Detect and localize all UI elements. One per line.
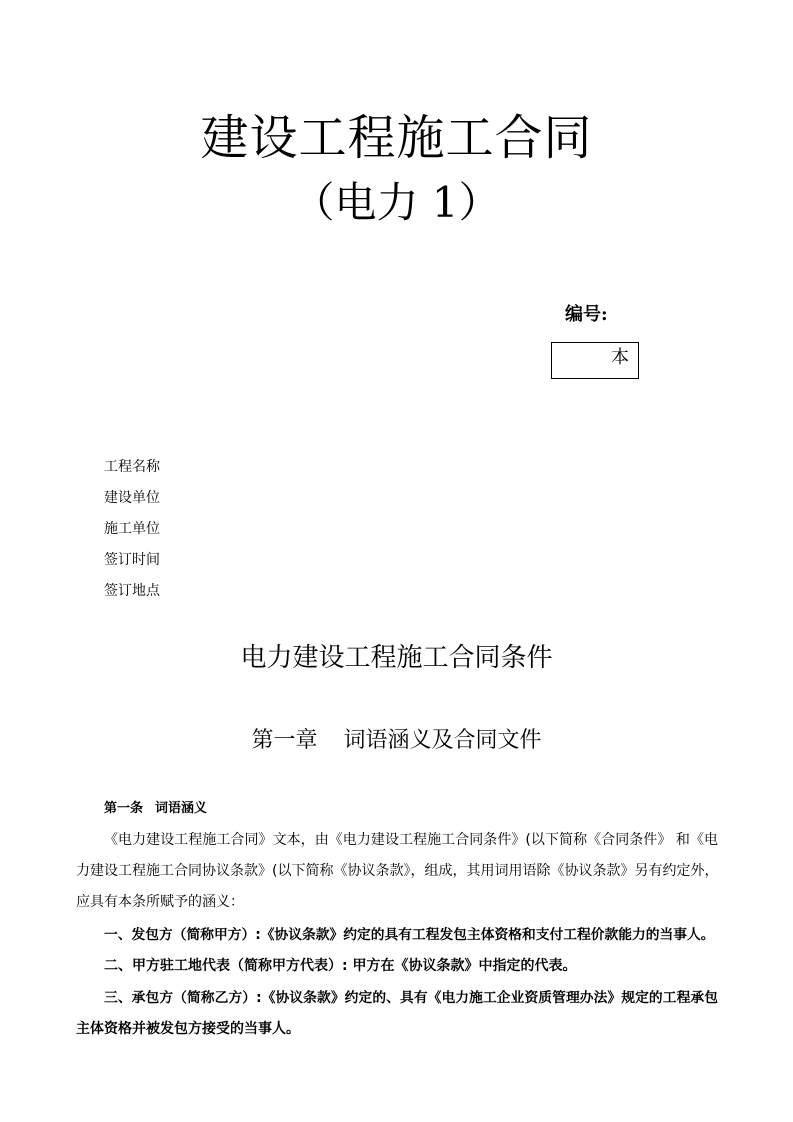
intro-line-2: 力建设工程施工合同协议条款》(以下简称《协议条款》，组成，其用词用语除《协议条款》另有约定外， (76, 863, 719, 879)
definition-item-1: 一、发包方（简称甲方）:《协议条款》约定的具有工程发包主体资格和支付工程价款能力的当事人。 (104, 927, 715, 943)
info-project-name: 工程名称 (104, 459, 160, 475)
section-title: 电力建设工程施工合同条件 (240, 643, 553, 673)
info-contractor-unit: 施工单位 (104, 521, 160, 537)
chapter-number: 第一章 (251, 728, 318, 753)
chapter-title (0, 725, 793, 757)
article-number: 第一条 (104, 801, 144, 816)
info-signing-time: 签订时间 (104, 552, 160, 568)
contract-title: 建设工程施工合同 (200, 110, 593, 166)
article-heading (104, 799, 207, 819)
article-title: 词语涵义 (155, 801, 208, 816)
definition-item-3-line-1: 三、承包方（简称乙方）:《协议条款》约定的、具有《电力施工企业资质管理办法》规定的工程承包 (104, 990, 718, 1006)
info-construction-unit: 建设单位 (104, 490, 160, 506)
intro-line-1: 《电力建设工程施工合同》文本，由《电力建设工程施工合同条件》(以下简称《合同条件》 和《电 (104, 832, 718, 848)
number-box (551, 342, 639, 379)
info-signing-place: 签订地点 (104, 583, 160, 599)
contract-subtitle: （电力 1） (292, 178, 501, 227)
definition-item-2: 二、甲方驻工地代表（简称甲方代表）: 甲方在《协议条款》中指定的代表。 (104, 958, 577, 974)
definition-item-3-line-2: 主体资格并被发包方接受的当事人。 (76, 1021, 300, 1037)
chapter-name: 词语涵义及合同文件 (343, 728, 542, 753)
intro-line-3: 应具有本条所赋予的涵义： (76, 894, 244, 910)
number-box-text: 本 (611, 347, 629, 368)
number-label: 编号: (565, 304, 608, 325)
